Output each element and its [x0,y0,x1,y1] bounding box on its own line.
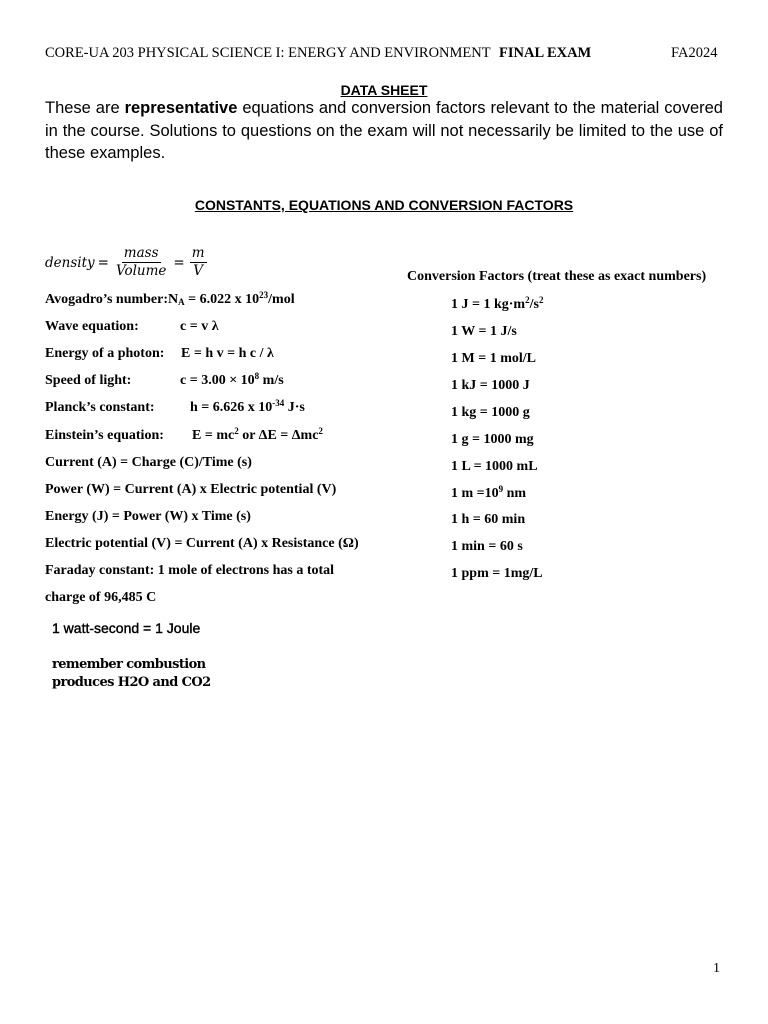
intro-before: These are [45,99,125,117]
avogadro-value: = 6.022 x 10 [184,292,260,307]
density-formula: density = $\frac{\text{mass}}{\text{Volume}}$ = $\frac{m}{V}$ [45,245,205,279]
conversion-item: 1 min = 60 s [451,539,523,554]
data-sheet-title: DATA SHEET [340,82,428,98]
fraction-numerator: mass [123,245,159,261]
conversion-nanometer [451,486,526,502]
faraday-line-2: charge of 96,485 C [45,590,157,605]
einstein-mid: or ΔE = Δmc [238,428,319,443]
nm-value: 1 m =10 [451,486,499,501]
watt-second-note: 1 watt-second = 1 Joule [52,620,201,636]
current-equation: Current (A) = Charge (C)/Time (s) [45,455,252,470]
photon-label: Energy of a photon: [45,346,165,361]
exam-label: FINAL EXAM [499,45,592,61]
conversion-item: 1 L = 1000 mL [451,459,538,474]
fraction-numerator: m [191,245,205,261]
course-title: CORE-UA 203 PHYSICAL SCIENCE I: ENERGY AND ENVIRONMENT [45,45,491,61]
planck-row [45,398,305,416]
photon-row [45,346,274,362]
planck-unit: J·s [284,400,305,415]
joule-exponent-2: 2 [538,295,544,305]
mass-volume-fraction [114,246,168,279]
light-label: Speed of light: [45,373,132,388]
intro-after: equations and conversion factors relevant to the material covered in the course. Solutions to questions on the exam will not necessarily be limited to the use of these examples. [45,99,723,162]
fraction-denominator: V [193,263,203,279]
conversion-item: 1 M = 1 mol/L [451,351,536,366]
planck-value: h = 6.626 x 10 [190,400,273,415]
energy-equation: Energy (J) = Power (W) x Time (s) [45,509,251,524]
conversion-item: 1 W = 1 J/s [451,324,517,339]
fraction-denominator: Volume [115,263,167,279]
intro-paragraph [45,97,723,165]
avogadro-row [45,292,295,308]
einstein-b-exponent: 2 [318,426,323,436]
joule-mid: /s [529,297,539,312]
density-label: density [45,254,95,271]
avogadro-symbol: N [168,292,179,307]
conversion-item: 1 h = 60 min [451,512,526,527]
light-unit: m/s [259,373,284,388]
avogadro-exponent: 23 [259,290,269,300]
m-v-fraction [190,246,207,279]
conversion-item: 1 kJ = 1000 J [451,378,530,393]
intro-emphasis: representative [124,99,238,117]
wave-label: Wave equation: [45,319,139,334]
planck-label: Planck’s constant: [45,400,155,415]
faraday-line-1: Faraday constant: 1 mole of electrons has a total [45,563,335,578]
avogadro-subscript: A [178,297,185,307]
einstein-a: E = mc [192,428,235,443]
photon-value: E = h v = h c / λ [181,346,274,361]
conversion-item: 1 ppm = 1mg/L [451,566,543,581]
nm-unit: nm [503,486,527,501]
constants-title: CONSTANTS, EQUATIONS AND CONVERSION FACTORS [194,197,574,213]
joule-exponent-1: 2 [525,295,530,305]
nm-exponent: 9 [498,484,504,494]
avogadro-unit: /mol [268,292,295,307]
wave-row [45,319,219,335]
conversion-item: 1 g = 1000 mg [451,432,534,447]
joule-value: 1 J = 1 kg·m [451,297,526,312]
conversion-title: Conversion Factors (treat these as exact numbers) [407,269,707,284]
avogadro-label: Avogadro’s number: [45,292,169,307]
light-value: c = 3.00 × 10 [180,373,255,388]
conversion-item: 1 kg = 1000 g [451,405,530,420]
light-exponent: 8 [254,371,260,381]
conversion-joule [451,297,543,313]
wave-value: c = v λ [180,319,219,334]
planck-exponent: -34 [272,398,285,408]
einstein-label: Einstein’s equation: [45,428,164,443]
combustion-note: remember combustion produces H2O and CO2 [52,657,211,690]
einstein-row [45,426,323,444]
potential-equation: Electric potential (V) = Current (A) x Resistance (Ω) [45,536,359,551]
power-equation: Power (W) = Current (A) x Electric potential (V) [45,482,337,497]
page-number: 1 [713,961,720,976]
einstein-a-exponent: 2 [234,426,239,436]
term-label: FA2024 [671,45,718,61]
